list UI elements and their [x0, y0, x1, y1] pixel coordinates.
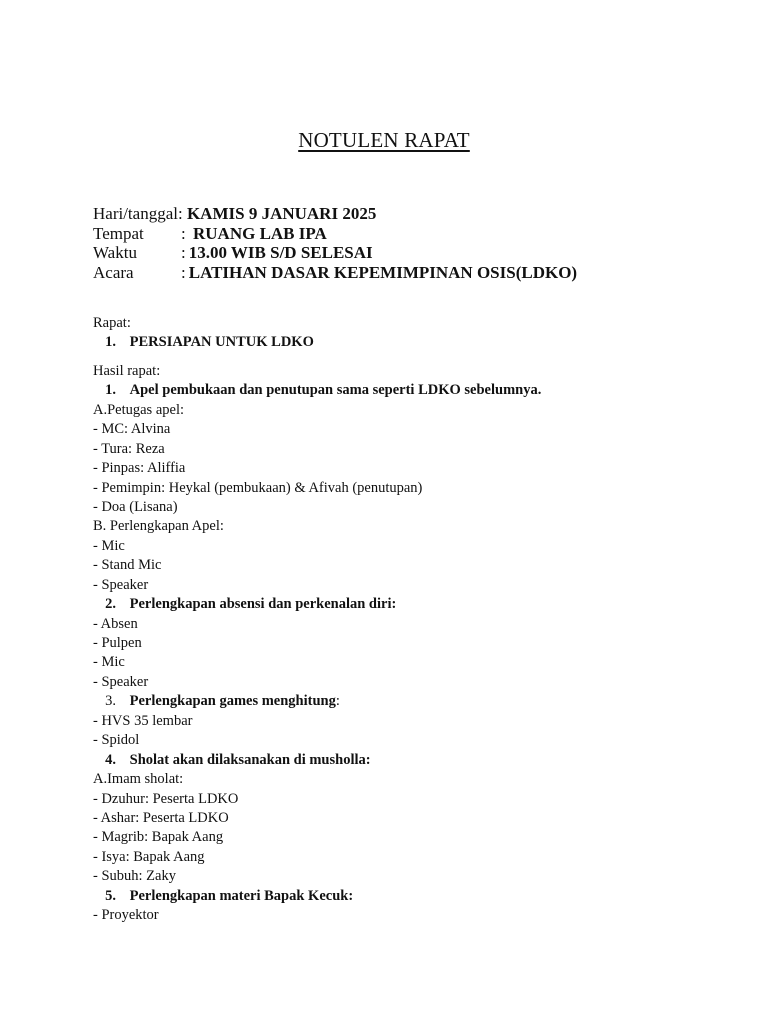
- document-title: NOTULEN RAPAT: [298, 128, 470, 152]
- list-item: - Pemimpin: Heykal (pembukaan) & Afivah (penutupan): [93, 479, 423, 496]
- agenda-label: Rapat:: [93, 315, 131, 331]
- separator: :: [181, 262, 186, 282]
- list-item: - Subuh: Zaky: [93, 868, 176, 885]
- list-text: Apel pembukaan dan penutupan sama seperti LDKO sebelumnya.: [129, 382, 542, 399]
- result-item-4: [93, 751, 733, 770]
- list-item: - Magrib: Bapak Aang: [93, 829, 224, 846]
- date-value: KAMIS 9 JANUARI 2025: [186, 204, 377, 223]
- event-value: LATIHAN DASAR KEPEMIMPINAN OSIS(LDKO): [188, 262, 578, 282]
- list-item: - Stand Mic: [93, 557, 162, 574]
- list-text: PERSIAPAN UNTUK LDKO: [129, 334, 314, 351]
- place-row: [93, 224, 577, 244]
- list-item: - Proyektor: [93, 907, 159, 924]
- list-item: - Mic: [93, 654, 125, 671]
- list-number: 4.: [105, 751, 116, 768]
- list-item: - Spidol: [93, 732, 140, 749]
- result-item-1: [93, 381, 733, 400]
- list-number: 1.: [105, 334, 116, 351]
- time-label: Waktu: [93, 243, 137, 263]
- list-item: - Ashar: Peserta LDKO: [93, 809, 229, 826]
- event-row: [93, 263, 577, 283]
- list-item: - Speaker: [93, 673, 149, 690]
- list-text: Perlengkapan absensi dan perkenalan diri:: [129, 596, 397, 613]
- list-number: 2.: [105, 596, 116, 613]
- list-item: - Isya: Bapak Aang: [93, 848, 205, 865]
- result-item-3: [93, 692, 733, 711]
- section-label: A.Petugas apel:: [93, 401, 185, 418]
- result-item-5: [93, 887, 733, 906]
- list-item: - Mic: [93, 537, 125, 554]
- event-label: Acara: [93, 262, 134, 282]
- list-number: 3.: [105, 693, 116, 710]
- results-label: Hasil rapat:: [93, 362, 161, 379]
- section-label: A.Imam sholat:: [93, 771, 184, 788]
- time-row: [93, 243, 577, 263]
- separator: :: [181, 223, 186, 243]
- separator: :: [181, 243, 186, 263]
- place-value: RUANG LAB IPA: [192, 223, 327, 243]
- list-text: Perlengkapan games menghitung: [129, 693, 336, 710]
- list-suffix: :: [335, 693, 340, 710]
- time-value: 13.00 WIB S/D SELESAI: [188, 243, 373, 263]
- list-number: 5.: [105, 887, 116, 904]
- date-label: Hari/tanggal:: [93, 204, 183, 223]
- list-number: 1.: [105, 382, 116, 399]
- result-item-2: [93, 595, 733, 614]
- minutes-body: [93, 314, 733, 926]
- section-label: B. Perlengkapan Apel:: [93, 518, 224, 535]
- place-label: Tempat: [93, 223, 144, 243]
- list-item: - Speaker: [93, 576, 149, 593]
- list-item: - MC: Alvina: [93, 421, 171, 438]
- list-item: - Tura: Reza: [93, 440, 165, 457]
- list-item: - Absen: [93, 615, 138, 632]
- list-item: - Pulpen: [93, 635, 142, 651]
- list-item: - HVS 35 lembar: [93, 712, 193, 729]
- meeting-info: [93, 204, 577, 282]
- date-row: [93, 204, 577, 224]
- list-text: Sholat akan dilaksanakan di musholla:: [129, 751, 371, 768]
- list-item: - Doa (Lisana): [93, 498, 178, 515]
- list-text: Perlengkapan materi Bapak Kecuk:: [129, 887, 354, 904]
- list-item: - Pinpas: Aliffia: [93, 460, 186, 477]
- list-item: - Dzuhur: Peserta LDKO: [93, 790, 239, 807]
- agenda-item: [93, 333, 733, 352]
